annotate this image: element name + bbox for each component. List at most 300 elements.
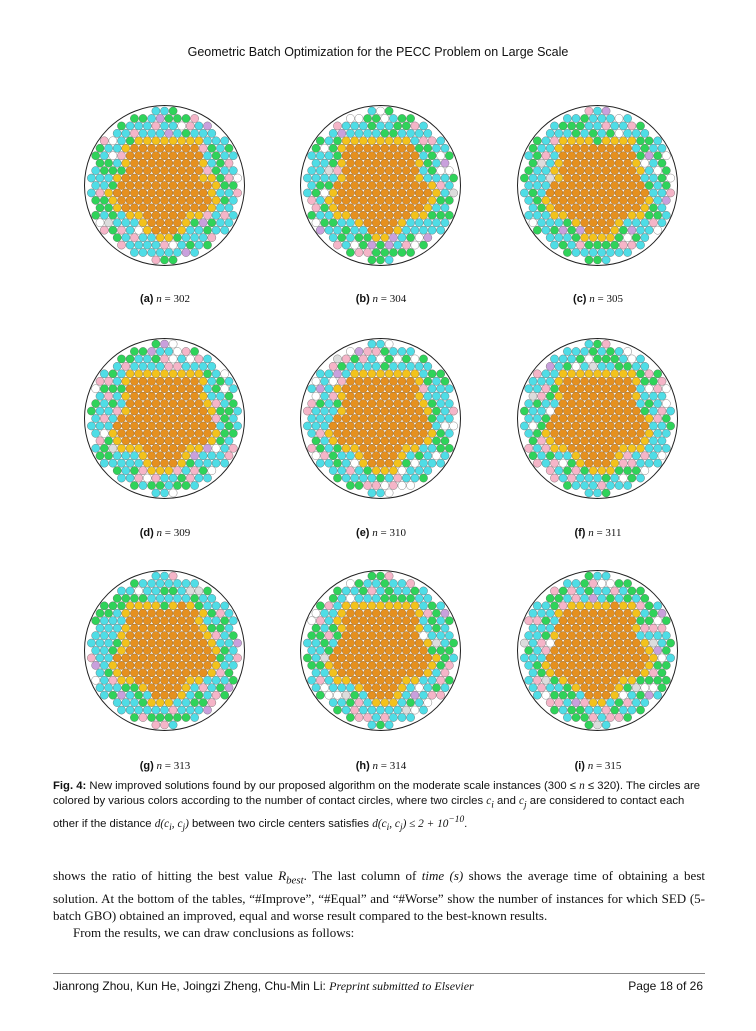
packed-circle bbox=[520, 189, 528, 197]
packed-circle bbox=[615, 699, 623, 707]
packed-circle bbox=[641, 452, 649, 460]
packed-circle bbox=[139, 609, 147, 617]
packed-circle bbox=[182, 144, 190, 152]
packed-circle bbox=[225, 422, 233, 430]
packed-circle bbox=[572, 144, 580, 152]
packed-circle bbox=[372, 204, 380, 212]
packed-circle bbox=[411, 661, 419, 669]
packed-circle bbox=[199, 624, 207, 632]
packed-circle bbox=[126, 587, 134, 595]
packed-circle bbox=[178, 370, 186, 378]
packed-circle bbox=[632, 129, 640, 137]
packed-circle bbox=[165, 347, 173, 355]
packed-circle bbox=[538, 407, 546, 415]
packed-circle bbox=[598, 248, 606, 256]
packed-circle bbox=[376, 370, 384, 378]
packed-circle bbox=[333, 370, 341, 378]
packed-circle bbox=[525, 181, 533, 189]
packed-circle bbox=[182, 624, 190, 632]
packed-circle bbox=[385, 691, 393, 699]
packed-circle bbox=[178, 355, 186, 363]
packed-circle bbox=[156, 377, 164, 385]
subcaption-value: = 314 bbox=[378, 760, 407, 772]
packed-circle bbox=[411, 706, 419, 714]
packed-circle bbox=[419, 706, 427, 714]
packed-circle bbox=[611, 226, 619, 234]
packed-circle bbox=[342, 617, 350, 625]
packed-circle bbox=[424, 129, 432, 137]
packed-circle bbox=[585, 152, 593, 160]
packed-circle bbox=[152, 676, 160, 684]
packed-circle bbox=[441, 422, 449, 430]
packed-circle bbox=[602, 226, 610, 234]
packed-circle bbox=[143, 226, 151, 234]
packed-circle bbox=[221, 661, 229, 669]
packed-circle bbox=[156, 437, 164, 445]
packed-circle bbox=[546, 639, 554, 647]
packed-circle bbox=[346, 609, 354, 617]
packed-circle bbox=[186, 226, 194, 234]
packed-circle bbox=[109, 181, 117, 189]
packed-circle bbox=[598, 654, 606, 662]
packed-circle bbox=[333, 429, 341, 437]
packed-circle bbox=[148, 219, 156, 227]
packed-circle bbox=[212, 211, 220, 219]
packed-circle bbox=[376, 429, 384, 437]
packed-circle bbox=[173, 713, 181, 721]
packed-circle bbox=[636, 474, 644, 482]
packed-circle bbox=[641, 362, 649, 370]
packed-circle bbox=[628, 676, 636, 684]
packed-circle bbox=[602, 489, 610, 497]
circle-packing-a bbox=[82, 103, 247, 268]
packed-circle bbox=[585, 661, 593, 669]
packed-circle bbox=[419, 400, 427, 408]
packed-circle bbox=[529, 452, 537, 460]
packed-circle bbox=[152, 107, 160, 115]
packed-circle bbox=[152, 256, 160, 264]
packed-circle bbox=[381, 654, 389, 662]
packed-circle bbox=[581, 594, 589, 602]
packed-circle bbox=[611, 459, 619, 467]
packed-circle bbox=[92, 181, 100, 189]
packed-circle bbox=[662, 196, 670, 204]
packed-circle bbox=[411, 385, 419, 393]
packed-circle bbox=[160, 167, 168, 175]
packed-circle bbox=[333, 691, 341, 699]
packed-circle bbox=[376, 706, 384, 714]
packed-circle bbox=[333, 211, 341, 219]
packed-circle bbox=[398, 609, 406, 617]
packed-circle bbox=[325, 400, 333, 408]
packed-circle bbox=[611, 691, 619, 699]
packed-circle bbox=[308, 429, 316, 437]
packed-circle bbox=[186, 181, 194, 189]
packed-circle bbox=[632, 144, 640, 152]
packed-circle bbox=[316, 385, 324, 393]
packed-circle bbox=[325, 429, 333, 437]
packed-circle bbox=[229, 646, 237, 654]
packed-circle bbox=[632, 467, 640, 475]
packed-circle bbox=[538, 189, 546, 197]
packed-circle bbox=[641, 407, 649, 415]
packed-circle bbox=[191, 713, 199, 721]
packed-circle bbox=[411, 152, 419, 160]
packed-circle bbox=[329, 377, 337, 385]
packed-circle bbox=[113, 129, 121, 137]
packed-circle bbox=[419, 122, 427, 130]
packed-circle bbox=[619, 355, 627, 363]
packed-circle bbox=[316, 429, 324, 437]
packed-circle bbox=[329, 654, 337, 662]
packed-circle bbox=[602, 661, 610, 669]
packed-circle bbox=[351, 429, 359, 437]
packed-circle bbox=[182, 362, 190, 370]
packed-circle bbox=[182, 189, 190, 197]
packed-circle bbox=[169, 414, 177, 422]
packed-circle bbox=[624, 684, 632, 692]
packed-circle bbox=[372, 392, 380, 400]
packed-circle bbox=[221, 370, 229, 378]
packed-circle bbox=[589, 159, 597, 167]
packed-circle bbox=[143, 676, 151, 684]
packed-circle bbox=[555, 624, 563, 632]
packed-circle bbox=[376, 444, 384, 452]
packed-circle bbox=[372, 174, 380, 182]
packed-circle bbox=[139, 377, 147, 385]
packed-circle bbox=[333, 400, 341, 408]
packed-circle bbox=[658, 684, 666, 692]
packed-circle bbox=[542, 617, 550, 625]
packed-circle bbox=[199, 422, 207, 430]
packed-circle bbox=[329, 219, 337, 227]
packed-circle bbox=[589, 713, 597, 721]
packed-circle bbox=[632, 189, 640, 197]
packed-circle bbox=[432, 684, 440, 692]
packed-circle bbox=[178, 661, 186, 669]
packed-circle bbox=[546, 407, 554, 415]
packed-circle bbox=[581, 204, 589, 212]
packed-circle bbox=[321, 437, 329, 445]
packed-circle bbox=[559, 646, 567, 654]
packed-circle bbox=[424, 204, 432, 212]
packed-circle bbox=[135, 617, 143, 625]
packed-circle bbox=[126, 226, 134, 234]
packed-circle bbox=[441, 437, 449, 445]
packed-circle bbox=[156, 481, 164, 489]
packed-circle bbox=[92, 632, 100, 640]
packed-circle bbox=[402, 122, 410, 130]
packed-circle bbox=[178, 241, 186, 249]
packed-circle bbox=[428, 459, 436, 467]
packed-circle bbox=[568, 137, 576, 145]
packed-circle bbox=[376, 414, 384, 422]
packed-circle bbox=[186, 661, 194, 669]
packed-circle bbox=[641, 189, 649, 197]
subcaption-a bbox=[65, 293, 265, 305]
packed-circle bbox=[628, 661, 636, 669]
packed-circle bbox=[368, 572, 376, 580]
packed-circle bbox=[156, 594, 164, 602]
packed-circle bbox=[585, 355, 593, 363]
packed-circle bbox=[632, 392, 640, 400]
packed-circle bbox=[376, 721, 384, 729]
packed-circle bbox=[130, 234, 138, 242]
packed-circle bbox=[385, 107, 393, 115]
packed-circle bbox=[156, 467, 164, 475]
packed-circle bbox=[113, 377, 121, 385]
packed-circle bbox=[645, 211, 653, 219]
packed-circle bbox=[662, 617, 670, 625]
circle-packing-i bbox=[515, 568, 680, 733]
packed-circle bbox=[632, 669, 640, 677]
packed-circle bbox=[333, 226, 341, 234]
packed-circle bbox=[593, 706, 601, 714]
packed-circle bbox=[126, 167, 134, 175]
packed-circle bbox=[538, 609, 546, 617]
packed-circle bbox=[529, 624, 537, 632]
packed-circle bbox=[308, 211, 316, 219]
packed-circle bbox=[654, 632, 662, 640]
packed-circle bbox=[208, 392, 216, 400]
packed-circle bbox=[628, 444, 636, 452]
packed-circle bbox=[533, 385, 541, 393]
packed-circle bbox=[619, 602, 627, 610]
packed-circle bbox=[122, 422, 130, 430]
packed-circle bbox=[381, 159, 389, 167]
packed-circle bbox=[195, 400, 203, 408]
packed-circle bbox=[160, 107, 168, 115]
packed-circle bbox=[312, 669, 320, 677]
packed-circle bbox=[602, 355, 610, 363]
packed-circle bbox=[186, 617, 194, 625]
packed-circle bbox=[333, 152, 341, 160]
packed-circle bbox=[113, 144, 121, 152]
packed-circle bbox=[130, 407, 138, 415]
packed-circle bbox=[143, 429, 151, 437]
packed-circle bbox=[585, 691, 593, 699]
packed-circle bbox=[389, 594, 397, 602]
packed-circle bbox=[381, 579, 389, 587]
packed-circle bbox=[624, 699, 632, 707]
packed-circle bbox=[632, 174, 640, 182]
packed-circle bbox=[113, 407, 121, 415]
packed-circle bbox=[520, 174, 528, 182]
packed-circle bbox=[186, 414, 194, 422]
packed-circle bbox=[542, 167, 550, 175]
packed-circle bbox=[186, 587, 194, 595]
packed-circle bbox=[376, 152, 384, 160]
packed-circle bbox=[135, 706, 143, 714]
packed-circle bbox=[432, 189, 440, 197]
packed-circle bbox=[546, 377, 554, 385]
packed-circle bbox=[355, 129, 363, 137]
packed-circle bbox=[398, 129, 406, 137]
packed-circle bbox=[346, 174, 354, 182]
packed-circle bbox=[308, 444, 316, 452]
packed-circle bbox=[381, 219, 389, 227]
packed-circle bbox=[338, 189, 346, 197]
packed-circle bbox=[593, 632, 601, 640]
packed-circle bbox=[152, 444, 160, 452]
packed-circle bbox=[191, 467, 199, 475]
packed-circle bbox=[191, 174, 199, 182]
packed-circle bbox=[160, 617, 168, 625]
packed-circle bbox=[368, 340, 376, 348]
packed-circle bbox=[624, 347, 632, 355]
packed-circle bbox=[381, 114, 389, 122]
packed-circle bbox=[178, 587, 186, 595]
packed-circle bbox=[152, 122, 160, 130]
packed-circle bbox=[359, 474, 367, 482]
packed-circle bbox=[169, 646, 177, 654]
packed-circle bbox=[372, 467, 380, 475]
packed-circle bbox=[611, 355, 619, 363]
packed-circle bbox=[641, 422, 649, 430]
packed-circle bbox=[606, 362, 614, 370]
packed-circle bbox=[173, 654, 181, 662]
packed-circle bbox=[533, 459, 541, 467]
packed-circle bbox=[191, 219, 199, 227]
packed-circle bbox=[100, 167, 108, 175]
packed-circle bbox=[593, 370, 601, 378]
packed-circle bbox=[649, 392, 657, 400]
packed-circle bbox=[152, 196, 160, 204]
packed-circle bbox=[563, 362, 571, 370]
packed-circle bbox=[619, 474, 627, 482]
packed-circle bbox=[559, 211, 567, 219]
subcaption-label: (a) bbox=[140, 293, 154, 305]
packed-circle bbox=[385, 429, 393, 437]
packed-circle bbox=[338, 174, 346, 182]
packed-circle bbox=[113, 669, 121, 677]
packed-circle bbox=[169, 661, 177, 669]
packed-circle bbox=[581, 654, 589, 662]
packed-circle bbox=[130, 624, 138, 632]
packed-circle bbox=[160, 241, 168, 249]
packed-circle bbox=[113, 639, 121, 647]
packed-circle bbox=[139, 204, 147, 212]
packed-circle bbox=[568, 152, 576, 160]
packed-circle bbox=[148, 654, 156, 662]
packed-circle bbox=[385, 196, 393, 204]
packed-circle bbox=[312, 189, 320, 197]
packed-circle bbox=[342, 646, 350, 654]
packed-circle bbox=[130, 713, 138, 721]
packed-circle bbox=[208, 407, 216, 415]
packed-circle bbox=[333, 122, 341, 130]
packed-circle bbox=[394, 661, 402, 669]
packed-circle bbox=[636, 152, 644, 160]
packed-circle bbox=[191, 639, 199, 647]
packed-circle bbox=[415, 392, 423, 400]
packed-circle bbox=[216, 174, 224, 182]
packed-circle bbox=[424, 407, 432, 415]
packed-circle bbox=[525, 632, 533, 640]
packed-circle bbox=[538, 392, 546, 400]
packed-circle bbox=[593, 400, 601, 408]
packed-circle bbox=[394, 211, 402, 219]
packed-circle bbox=[645, 429, 653, 437]
packed-circle bbox=[576, 632, 584, 640]
packed-circle bbox=[130, 467, 138, 475]
packed-circle bbox=[602, 444, 610, 452]
packed-circle bbox=[221, 414, 229, 422]
packed-circle bbox=[321, 189, 329, 197]
packed-circle bbox=[351, 167, 359, 175]
packed-circle bbox=[346, 639, 354, 647]
packed-circle bbox=[606, 144, 614, 152]
packed-circle bbox=[568, 355, 576, 363]
packed-circle bbox=[325, 385, 333, 393]
packed-circle bbox=[195, 152, 203, 160]
packed-circle bbox=[559, 474, 567, 482]
packed-circle bbox=[624, 422, 632, 430]
packed-circle bbox=[135, 385, 143, 393]
packed-circle bbox=[581, 624, 589, 632]
packed-circle bbox=[312, 144, 320, 152]
packed-circle bbox=[139, 713, 147, 721]
packed-circle bbox=[182, 609, 190, 617]
packed-circle bbox=[407, 609, 415, 617]
packed-circle bbox=[385, 676, 393, 684]
packed-circle bbox=[182, 669, 190, 677]
packed-circle bbox=[135, 646, 143, 654]
packed-circle bbox=[225, 609, 233, 617]
packed-circle bbox=[182, 452, 190, 460]
packing-figure-a bbox=[82, 103, 247, 268]
packed-circle bbox=[329, 234, 337, 242]
packed-circle bbox=[135, 474, 143, 482]
packed-circle bbox=[581, 579, 589, 587]
packed-circle bbox=[135, 211, 143, 219]
packed-circle bbox=[376, 256, 384, 264]
packed-circle bbox=[148, 481, 156, 489]
packed-circle bbox=[160, 355, 168, 363]
packed-circle bbox=[376, 137, 384, 145]
packed-circle bbox=[611, 241, 619, 249]
subcaption-c bbox=[498, 293, 698, 305]
packed-circle bbox=[372, 234, 380, 242]
packed-circle bbox=[376, 385, 384, 393]
subcaption-value: = 302 bbox=[161, 293, 190, 305]
packed-circle bbox=[173, 174, 181, 182]
packed-circle bbox=[208, 144, 216, 152]
packed-circle bbox=[450, 654, 458, 662]
packed-circle bbox=[355, 713, 363, 721]
packed-circle bbox=[308, 167, 316, 175]
packed-circle bbox=[606, 407, 614, 415]
packed-circle bbox=[398, 159, 406, 167]
packed-circle bbox=[563, 422, 571, 430]
packed-circle bbox=[364, 422, 372, 430]
packed-circle bbox=[559, 355, 567, 363]
packed-circle bbox=[199, 639, 207, 647]
packed-circle bbox=[385, 444, 393, 452]
packed-circle bbox=[576, 385, 584, 393]
packed-circle bbox=[555, 699, 563, 707]
packed-circle bbox=[411, 400, 419, 408]
packed-circle bbox=[173, 159, 181, 167]
packed-circle bbox=[662, 632, 670, 640]
packed-circle bbox=[555, 392, 563, 400]
packed-circle bbox=[581, 159, 589, 167]
packed-circle bbox=[191, 684, 199, 692]
packed-circle bbox=[593, 646, 601, 654]
packed-circle bbox=[169, 489, 177, 497]
packed-circle bbox=[615, 144, 623, 152]
packed-circle bbox=[329, 422, 337, 430]
